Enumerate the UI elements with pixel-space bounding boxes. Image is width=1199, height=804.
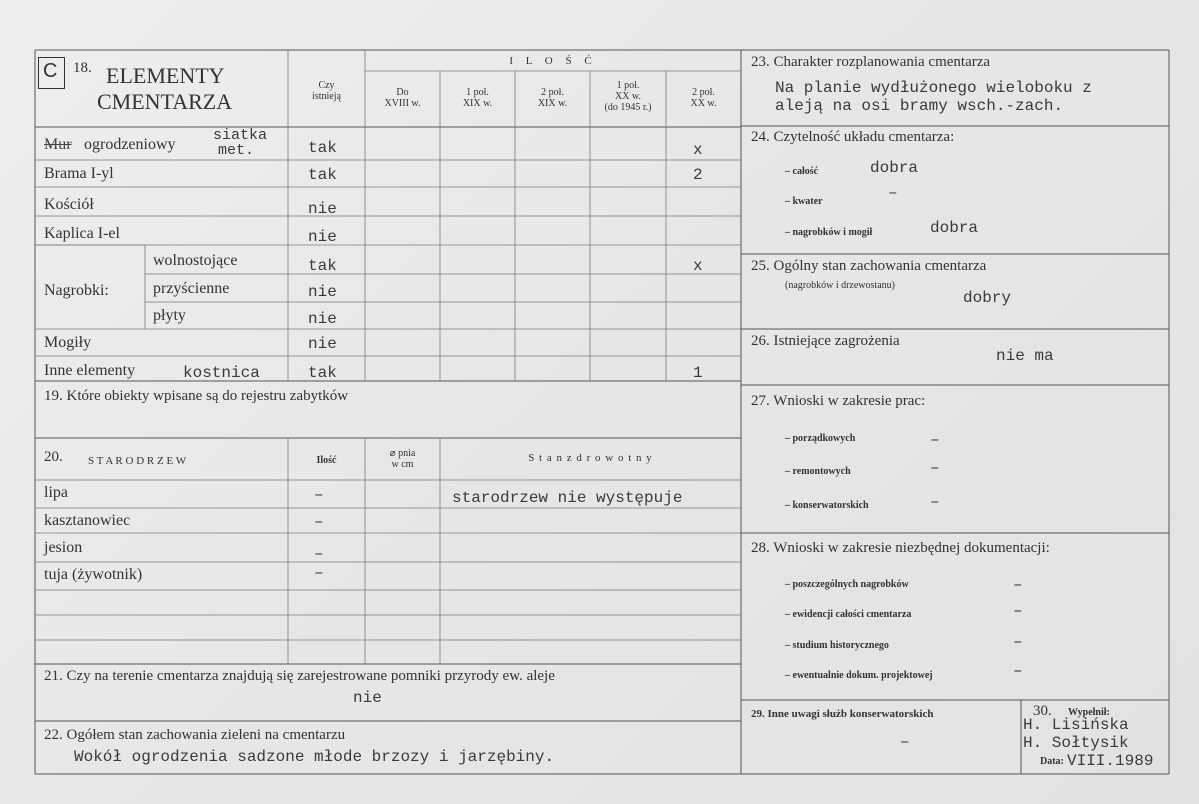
- section-29-value: –: [900, 733, 910, 751]
- row-mur-struck: Mur: [44, 136, 72, 153]
- section-25-sub: (nagrobków i drzewostanu): [785, 280, 895, 291]
- tree-tuja: tuja (żywotnik): [44, 566, 143, 583]
- header-czy: Czy: [318, 80, 335, 91]
- section-28-label: 28. Wnioski w zakresie niezbędnej dokumentacji:: [751, 540, 1050, 556]
- row-inne-label: Inne elementy: [44, 362, 136, 379]
- wypelnil-name2: H. Sołtysik: [1023, 734, 1129, 752]
- tree-jesion-qty: –: [314, 545, 324, 563]
- col-header-line2: XIX w.: [537, 98, 568, 109]
- col-header-line2: XX w.: [690, 98, 717, 109]
- brama-exists: tak: [308, 166, 337, 184]
- inne-qty-2pol-xx: 1: [693, 364, 703, 382]
- section-19-label: 19. Które obiekty wpisane są do rejestru zabytków: [44, 388, 349, 404]
- section-30-number: 30.: [1033, 703, 1052, 719]
- section-20-number: 20.: [44, 449, 63, 465]
- kaplica-exists: nie: [308, 228, 337, 246]
- dok-ewidencji-label: – ewidencji całości cmentarza: [785, 609, 912, 620]
- prace-konserwatorskie-label: – konserwatorskich: [785, 500, 869, 511]
- starodrzew-note: starodrzew nie występuje: [452, 489, 683, 507]
- data-value: VIII.1989: [1067, 752, 1154, 770]
- dok-studium-label: – studium historycznego: [785, 640, 889, 651]
- header-ilosc-20: Ilość: [316, 455, 337, 466]
- data-label: Data:: [1040, 756, 1064, 767]
- dok-projektowej-label: – ewentualnie dokum. projektowej: [785, 670, 933, 681]
- nagrobkow-mogil-label: – nagrobków i mogił: [785, 227, 873, 238]
- col-header-line1: 2 poł.: [541, 87, 564, 98]
- prace-porzadkowe-label: – porządkowych: [785, 433, 856, 444]
- mogily-exists: nie: [308, 335, 337, 353]
- section-letter: C: [43, 60, 58, 82]
- col-header-line2: XVIII w.: [384, 98, 421, 109]
- col-header-line2: XIX w.: [462, 98, 493, 109]
- section-21-label: 21. Czy na terenie cmentarza znajdują się zarejestrowane pomniki przyrody ew. aleje: [44, 668, 555, 684]
- row-nagrobki-label: Nagrobki:: [44, 282, 109, 299]
- prace-remontowe-label: – remontowych: [785, 466, 851, 477]
- header-ilosc: I L O Ś Ć: [509, 55, 597, 67]
- row-kosciol-label: Kościół: [44, 196, 94, 213]
- calosc-value: dobra: [870, 159, 919, 177]
- section-23-label: 23. Charakter rozplanowania cmentarza: [751, 54, 991, 70]
- kwater-value: –: [888, 184, 898, 202]
- prace-remontowe-value: –: [930, 459, 940, 477]
- section-20-title: S T A R O D R Z E W: [88, 455, 187, 467]
- section-23-line2: aleją na osi bramy wsch.-zach.: [775, 97, 1064, 115]
- section-22-label: 22. Ogółem stan zachowania zieleni na cmentarzu: [44, 727, 346, 743]
- mur-handwritten-met: met.: [218, 142, 255, 159]
- section-26-label: 26. Istniejące zagrożenia: [751, 333, 900, 349]
- row-kaplica-label: Kaplica I-el: [44, 225, 120, 242]
- section-18-title-line2: CMENTARZA: [97, 89, 233, 114]
- section-22-value: Wokół ogrodzenia sadzone młode brzozy i jarzębiny.: [74, 748, 555, 766]
- header-pnia1: ⌀ pnia: [389, 448, 416, 459]
- row-wolnostojace-label: wolnostojące: [153, 252, 238, 269]
- dok-studium-value: –: [1013, 633, 1023, 651]
- kosciol-exists: nie: [308, 200, 337, 218]
- col-header-line3: (do 1945 r.): [604, 102, 652, 113]
- inne-handwritten-kostnica: kostnica: [183, 364, 260, 382]
- prace-porzadkowe-value: –: [930, 431, 940, 449]
- dok-nagrobkow-value: –: [1013, 576, 1023, 594]
- row-plyty-label: płyty: [153, 307, 186, 324]
- section-18-number: 18.: [73, 60, 92, 76]
- dok-nagrobkow-label: – poszczególnych nagrobków: [785, 579, 909, 590]
- prace-konserwatorskie-value: –: [930, 493, 940, 511]
- mur-handwritten-siatka: siatka: [213, 127, 268, 144]
- dok-projektowej-value: –: [1013, 662, 1023, 680]
- tree-kasztanowiec-qty: –: [314, 513, 324, 531]
- row-mogily-label: Mogiły: [44, 334, 92, 351]
- row-mur-label: ogrodzeniowy: [84, 136, 176, 153]
- section-25-label: 25. Ogólny stan zachowania cmentarza: [751, 258, 987, 274]
- section-27-label: 27. Wnioski w zakresie prac:: [751, 393, 926, 409]
- section-24-label: 24. Czytelność układu cmentarza:: [751, 129, 955, 145]
- header-stan: S t a n z d r o w o t n y: [528, 452, 653, 464]
- kwater-label: – kwater: [785, 196, 823, 207]
- tree-lipa-qty: –: [314, 486, 324, 504]
- col-header-line1: Do: [396, 87, 409, 98]
- section-29-label: 29. Inne uwagi służb konserwatorskich: [751, 708, 934, 720]
- row-brama-label: Brama I-yl: [44, 165, 114, 182]
- row-przyscienne-label: przyścienne: [153, 280, 230, 297]
- section-26-value: nie ma: [996, 347, 1054, 365]
- section-21-value: nie: [353, 689, 382, 707]
- mur-exists: tak: [308, 139, 337, 157]
- nagrobkow-mogil-value: dobra: [930, 219, 979, 237]
- tree-jesion: jesion: [44, 539, 83, 556]
- header-pnia2: w cm: [391, 459, 414, 470]
- section-23-line1: Na planie wydłużonego wieloboku z: [775, 79, 1092, 97]
- section-18-title-line1: ELEMENTY: [106, 63, 225, 88]
- plyty-exists: nie: [308, 310, 337, 328]
- section-25-value: dobry: [963, 289, 1012, 307]
- col-header-line1: 1 poł.: [466, 87, 489, 98]
- wolnostojace-exists: tak: [308, 257, 337, 275]
- mur-qty-2pol-xx: x: [693, 141, 703, 159]
- col-header-line1: 2 poł.: [692, 87, 715, 98]
- dok-ewidencji-value: –: [1013, 602, 1023, 620]
- col-header-line1: 1 poł.: [616, 80, 640, 91]
- col-header-line2: XX w.: [614, 91, 641, 102]
- tree-tuja-qty: –: [314, 564, 324, 582]
- header-istnieja: istnieją: [312, 91, 341, 102]
- przyscienne-exists: nie: [308, 283, 337, 301]
- wolnostojace-qty-2pol-xx: x: [693, 257, 703, 275]
- inne-exists: tak: [308, 364, 337, 382]
- calosc-label: – całość: [785, 166, 819, 177]
- brama-qty-2pol-xx: 2: [693, 166, 703, 184]
- tree-lipa: lipa: [44, 484, 68, 501]
- wypelnil-name1: H. Lisińska: [1023, 716, 1129, 734]
- tree-kasztanowiec: kasztanowiec: [44, 512, 131, 529]
- wypelnil-label: Wypełnił:: [1068, 707, 1110, 718]
